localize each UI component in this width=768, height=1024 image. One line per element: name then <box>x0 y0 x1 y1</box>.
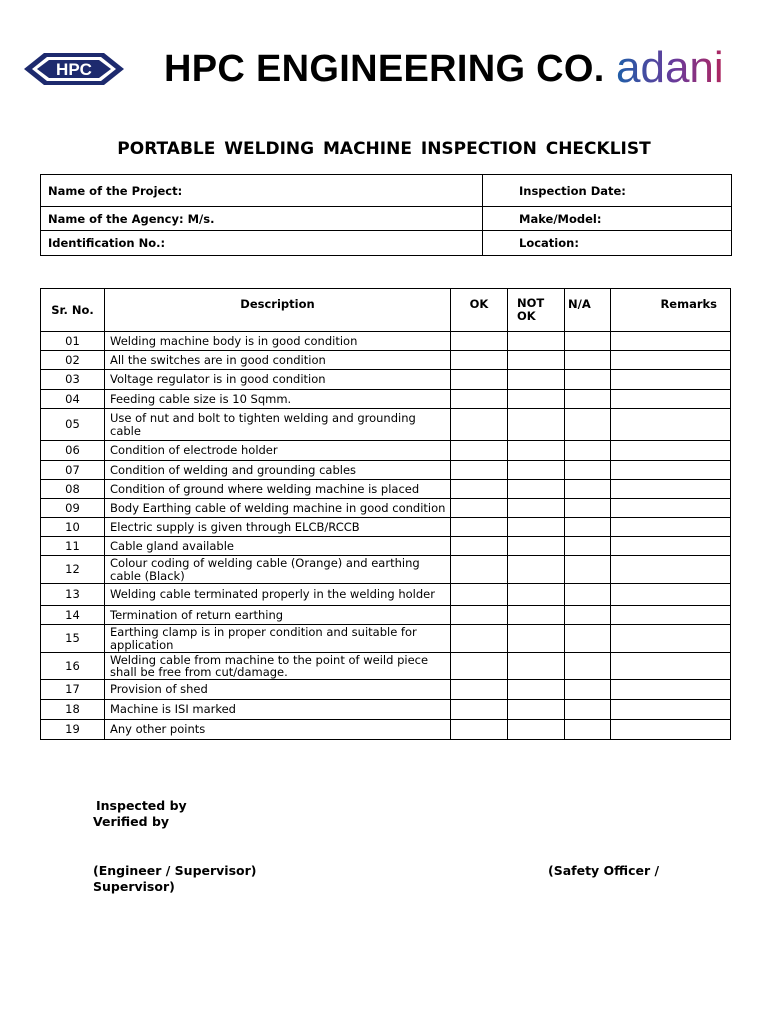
not-ok-cell[interactable] <box>508 499 565 518</box>
na-cell[interactable] <box>565 584 611 606</box>
not-ok-cell[interactable] <box>508 584 565 606</box>
remarks-cell[interactable] <box>611 720 731 740</box>
remarks-cell[interactable] <box>611 606 731 625</box>
checklist-row <box>41 332 731 351</box>
checklist-row <box>41 537 731 556</box>
inspection-checklist-table <box>40 288 731 740</box>
ok-cell[interactable] <box>451 461 508 480</box>
row-description: Condition of welding and grounding cables <box>105 461 451 480</box>
not-ok-cell[interactable] <box>508 461 565 480</box>
ok-cell[interactable] <box>451 409 508 441</box>
inspected-by-label: Inspected by <box>96 798 187 813</box>
remarks-cell[interactable] <box>611 370 731 390</box>
na-cell[interactable] <box>565 606 611 625</box>
row-description: Body Earthing cable of welding machine in good condition <box>105 499 451 518</box>
adani-logo-text: adani <box>616 43 724 92</box>
checklist-rows <box>41 332 731 740</box>
row-sr-no: 11 <box>41 537 105 556</box>
not-ok-cell[interactable] <box>508 332 565 351</box>
project-name-field[interactable]: Name of the Project: <box>41 175 483 207</box>
ok-cell[interactable] <box>451 584 508 606</box>
row-description: Termination of return earthing <box>105 606 451 625</box>
adani-logo <box>614 40 758 92</box>
na-cell[interactable] <box>565 625 611 653</box>
ok-cell[interactable] <box>451 518 508 537</box>
checklist-row <box>41 720 731 740</box>
col-header-ok: OK <box>451 289 508 332</box>
col-header-remarks: Remarks <box>611 289 731 332</box>
na-cell[interactable] <box>565 518 611 537</box>
ok-cell[interactable] <box>451 480 508 499</box>
engineer-signature-label: (Engineer / Supervisor) <box>93 863 257 878</box>
ok-cell[interactable] <box>451 370 508 390</box>
row-description: Condition of electrode holder <box>105 441 451 461</box>
checklist-row <box>41 441 731 461</box>
ok-cell[interactable] <box>451 606 508 625</box>
col-header-not-ok: NOT OK <box>508 289 565 332</box>
checklist-row <box>41 700 731 720</box>
ok-cell[interactable] <box>451 351 508 370</box>
na-cell[interactable] <box>565 680 611 700</box>
ok-cell[interactable] <box>451 499 508 518</box>
checklist-row <box>41 351 731 370</box>
hpc-logo <box>22 50 126 88</box>
checklist-row <box>41 409 731 441</box>
remarks-cell[interactable] <box>611 461 731 480</box>
checklist-row <box>41 625 731 653</box>
document-title: PORTABLE WELDING MACHINE INSPECTION CHECKLIST <box>117 139 651 159</box>
not-ok-cell[interactable] <box>508 653 565 680</box>
not-ok-cell[interactable] <box>508 606 565 625</box>
row-description: Any other points <box>105 720 451 740</box>
identification-no-field[interactable]: Identification No.: <box>41 231 483 256</box>
remarks-cell[interactable] <box>611 351 731 370</box>
row-description: Cable gland available <box>105 537 451 556</box>
row-sr-no: 08 <box>41 480 105 499</box>
na-cell[interactable] <box>565 461 611 480</box>
remarks-cell[interactable] <box>611 625 731 653</box>
row-sr-no: 12 <box>41 556 105 584</box>
row-sr-no: 13 <box>41 584 105 606</box>
hpc-logo-text: HPC <box>56 60 92 79</box>
ok-cell[interactable] <box>451 625 508 653</box>
remarks-cell[interactable] <box>611 537 731 556</box>
checklist-row <box>41 653 731 680</box>
ok-cell[interactable] <box>451 390 508 409</box>
row-description: All the switches are in good condition <box>105 351 451 370</box>
row-description: Welding cable terminated properly in the welding holder <box>105 584 451 606</box>
row-sr-no: 05 <box>41 409 105 441</box>
row-sr-no: 06 <box>41 441 105 461</box>
row-description: Feeding cable size is 10 Sqmm. <box>105 390 451 409</box>
not-ok-cell[interactable] <box>508 409 565 441</box>
not-ok-cell[interactable] <box>508 625 565 653</box>
not-ok-cell[interactable] <box>508 680 565 700</box>
inspection-date-field[interactable]: Inspection Date: <box>483 175 732 207</box>
na-cell[interactable] <box>565 499 611 518</box>
row-description: Colour coding of welding cable (Orange) and earthing cable (Black) <box>105 556 451 584</box>
remarks-cell[interactable] <box>611 653 731 680</box>
not-ok-cell[interactable] <box>508 537 565 556</box>
row-sr-no: 04 <box>41 390 105 409</box>
remarks-cell[interactable] <box>611 518 731 537</box>
col-header-description: Description <box>105 289 451 332</box>
na-cell[interactable] <box>565 537 611 556</box>
not-ok-cell[interactable] <box>508 720 565 740</box>
row-description: Welding cable from machine to the point of weild piece shall be free from cut/damage. <box>105 653 451 680</box>
ok-cell[interactable] <box>451 653 508 680</box>
remarks-cell[interactable] <box>611 332 731 351</box>
remarks-cell[interactable] <box>611 441 731 461</box>
agency-name-field[interactable]: Name of the Agency: M/s. <box>41 207 483 231</box>
row-sr-no: 07 <box>41 461 105 480</box>
not-ok-cell[interactable] <box>508 390 565 409</box>
ok-cell[interactable] <box>451 700 508 720</box>
make-model-field[interactable]: Make/Model: <box>483 207 732 231</box>
row-description: Machine is ISI marked <box>105 700 451 720</box>
na-cell[interactable] <box>565 441 611 461</box>
na-cell[interactable] <box>565 556 611 584</box>
na-cell[interactable] <box>565 332 611 351</box>
company-name: HPC ENGINEERING CO. <box>164 48 605 90</box>
ok-cell[interactable] <box>451 680 508 700</box>
row-sr-no: 10 <box>41 518 105 537</box>
not-ok-cell[interactable] <box>508 351 565 370</box>
row-description: Welding machine body is in good condition <box>105 332 451 351</box>
col-header-na: N/A <box>565 289 611 332</box>
checklist-row <box>41 499 731 518</box>
checklist-row <box>41 480 731 499</box>
remarks-cell[interactable] <box>611 680 731 700</box>
not-ok-cell[interactable] <box>508 518 565 537</box>
ok-cell[interactable] <box>451 720 508 740</box>
verified-by-label: Verified by <box>93 814 170 829</box>
na-cell[interactable] <box>565 390 611 409</box>
row-description: Provision of shed <box>105 680 451 700</box>
row-sr-no: 15 <box>41 625 105 653</box>
location-field[interactable]: Location: <box>483 231 732 256</box>
not-ok-cell[interactable] <box>508 370 565 390</box>
row-description: Earthing clamp is in proper condition and suitable for application <box>105 625 451 653</box>
not-ok-cell[interactable] <box>508 441 565 461</box>
not-ok-cell[interactable] <box>508 700 565 720</box>
project-info-table <box>40 174 732 256</box>
remarks-cell[interactable] <box>611 480 731 499</box>
row-sr-no: 19 <box>41 720 105 740</box>
remarks-cell[interactable] <box>611 556 731 584</box>
ok-cell[interactable] <box>451 332 508 351</box>
row-description: Voltage regulator is in good condition <box>105 370 451 390</box>
row-description: Condition of ground where welding machine is placed <box>105 480 451 499</box>
row-sr-no: 03 <box>41 370 105 390</box>
ok-cell[interactable] <box>451 537 508 556</box>
na-cell[interactable] <box>565 370 611 390</box>
na-cell[interactable] <box>565 480 611 499</box>
na-cell[interactable] <box>565 351 611 370</box>
supervisor-signature-label: Supervisor) <box>93 879 175 894</box>
remarks-cell[interactable] <box>611 584 731 606</box>
checklist-row <box>41 680 731 700</box>
checklist-row <box>41 556 731 584</box>
remarks-cell[interactable] <box>611 499 731 518</box>
safety-officer-signature-label: (Safety Officer / <box>548 863 660 878</box>
row-sr-no: 14 <box>41 606 105 625</box>
row-sr-no: 17 <box>41 680 105 700</box>
not-ok-cell[interactable] <box>508 480 565 499</box>
ok-cell[interactable] <box>451 441 508 461</box>
not-ok-cell[interactable] <box>508 556 565 584</box>
checklist-row <box>41 606 731 625</box>
remarks-cell[interactable] <box>611 700 731 720</box>
na-cell[interactable] <box>565 720 611 740</box>
na-cell[interactable] <box>565 409 611 441</box>
checklist-row <box>41 390 731 409</box>
row-sr-no: 18 <box>41 700 105 720</box>
checklist-row <box>41 584 731 606</box>
col-header-sr-no: Sr. No. <box>41 289 105 332</box>
checklist-row <box>41 370 731 390</box>
na-cell[interactable] <box>565 653 611 680</box>
remarks-cell[interactable] <box>611 390 731 409</box>
row-sr-no: 01 <box>41 332 105 351</box>
checklist-row <box>41 518 731 537</box>
remarks-cell[interactable] <box>611 409 731 441</box>
na-cell[interactable] <box>565 700 611 720</box>
ok-cell[interactable] <box>451 556 508 584</box>
row-sr-no: 09 <box>41 499 105 518</box>
row-sr-no: 16 <box>41 653 105 680</box>
checklist-row <box>41 461 731 480</box>
row-sr-no: 02 <box>41 351 105 370</box>
row-description: Use of nut and bolt to tighten welding and grounding cable <box>105 409 451 441</box>
row-description: Electric supply is given through ELCB/RCCB <box>105 518 451 537</box>
